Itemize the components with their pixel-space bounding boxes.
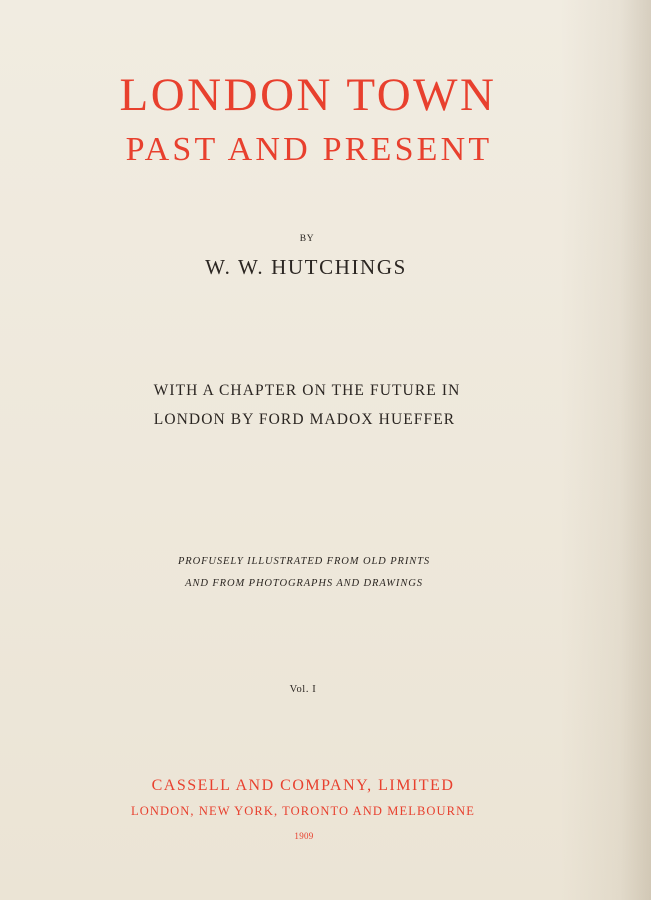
publisher-name: CASSELL AND COMPANY, LIMITED [151, 777, 455, 794]
illustration-note-line-2: AND FROM PHOTOGRAPHS AND DRAWINGS [185, 578, 423, 589]
publication-year: 1909 [294, 831, 314, 841]
by-label: BY [299, 234, 315, 244]
book-title-line-2: PAST AND PRESENT [125, 131, 493, 168]
publisher-places: LONDON, NEW YORK, TORONTO AND MELBOURNE [131, 804, 475, 818]
volume-label: Vol. I [289, 684, 317, 695]
author-name: W. W. HUTCHINGS [205, 255, 407, 279]
chapter-note-line-2: LONDON BY FORD MADOX HUEFFER [153, 411, 456, 428]
chapter-note-line-1: WITH A CHAPTER ON THE FUTURE IN [153, 382, 461, 399]
illustration-note-line-1: PROFUSELY ILLUSTRATED FROM OLD PRINTS [177, 556, 431, 567]
book-title-line-1: LONDON TOWN [119, 69, 497, 121]
